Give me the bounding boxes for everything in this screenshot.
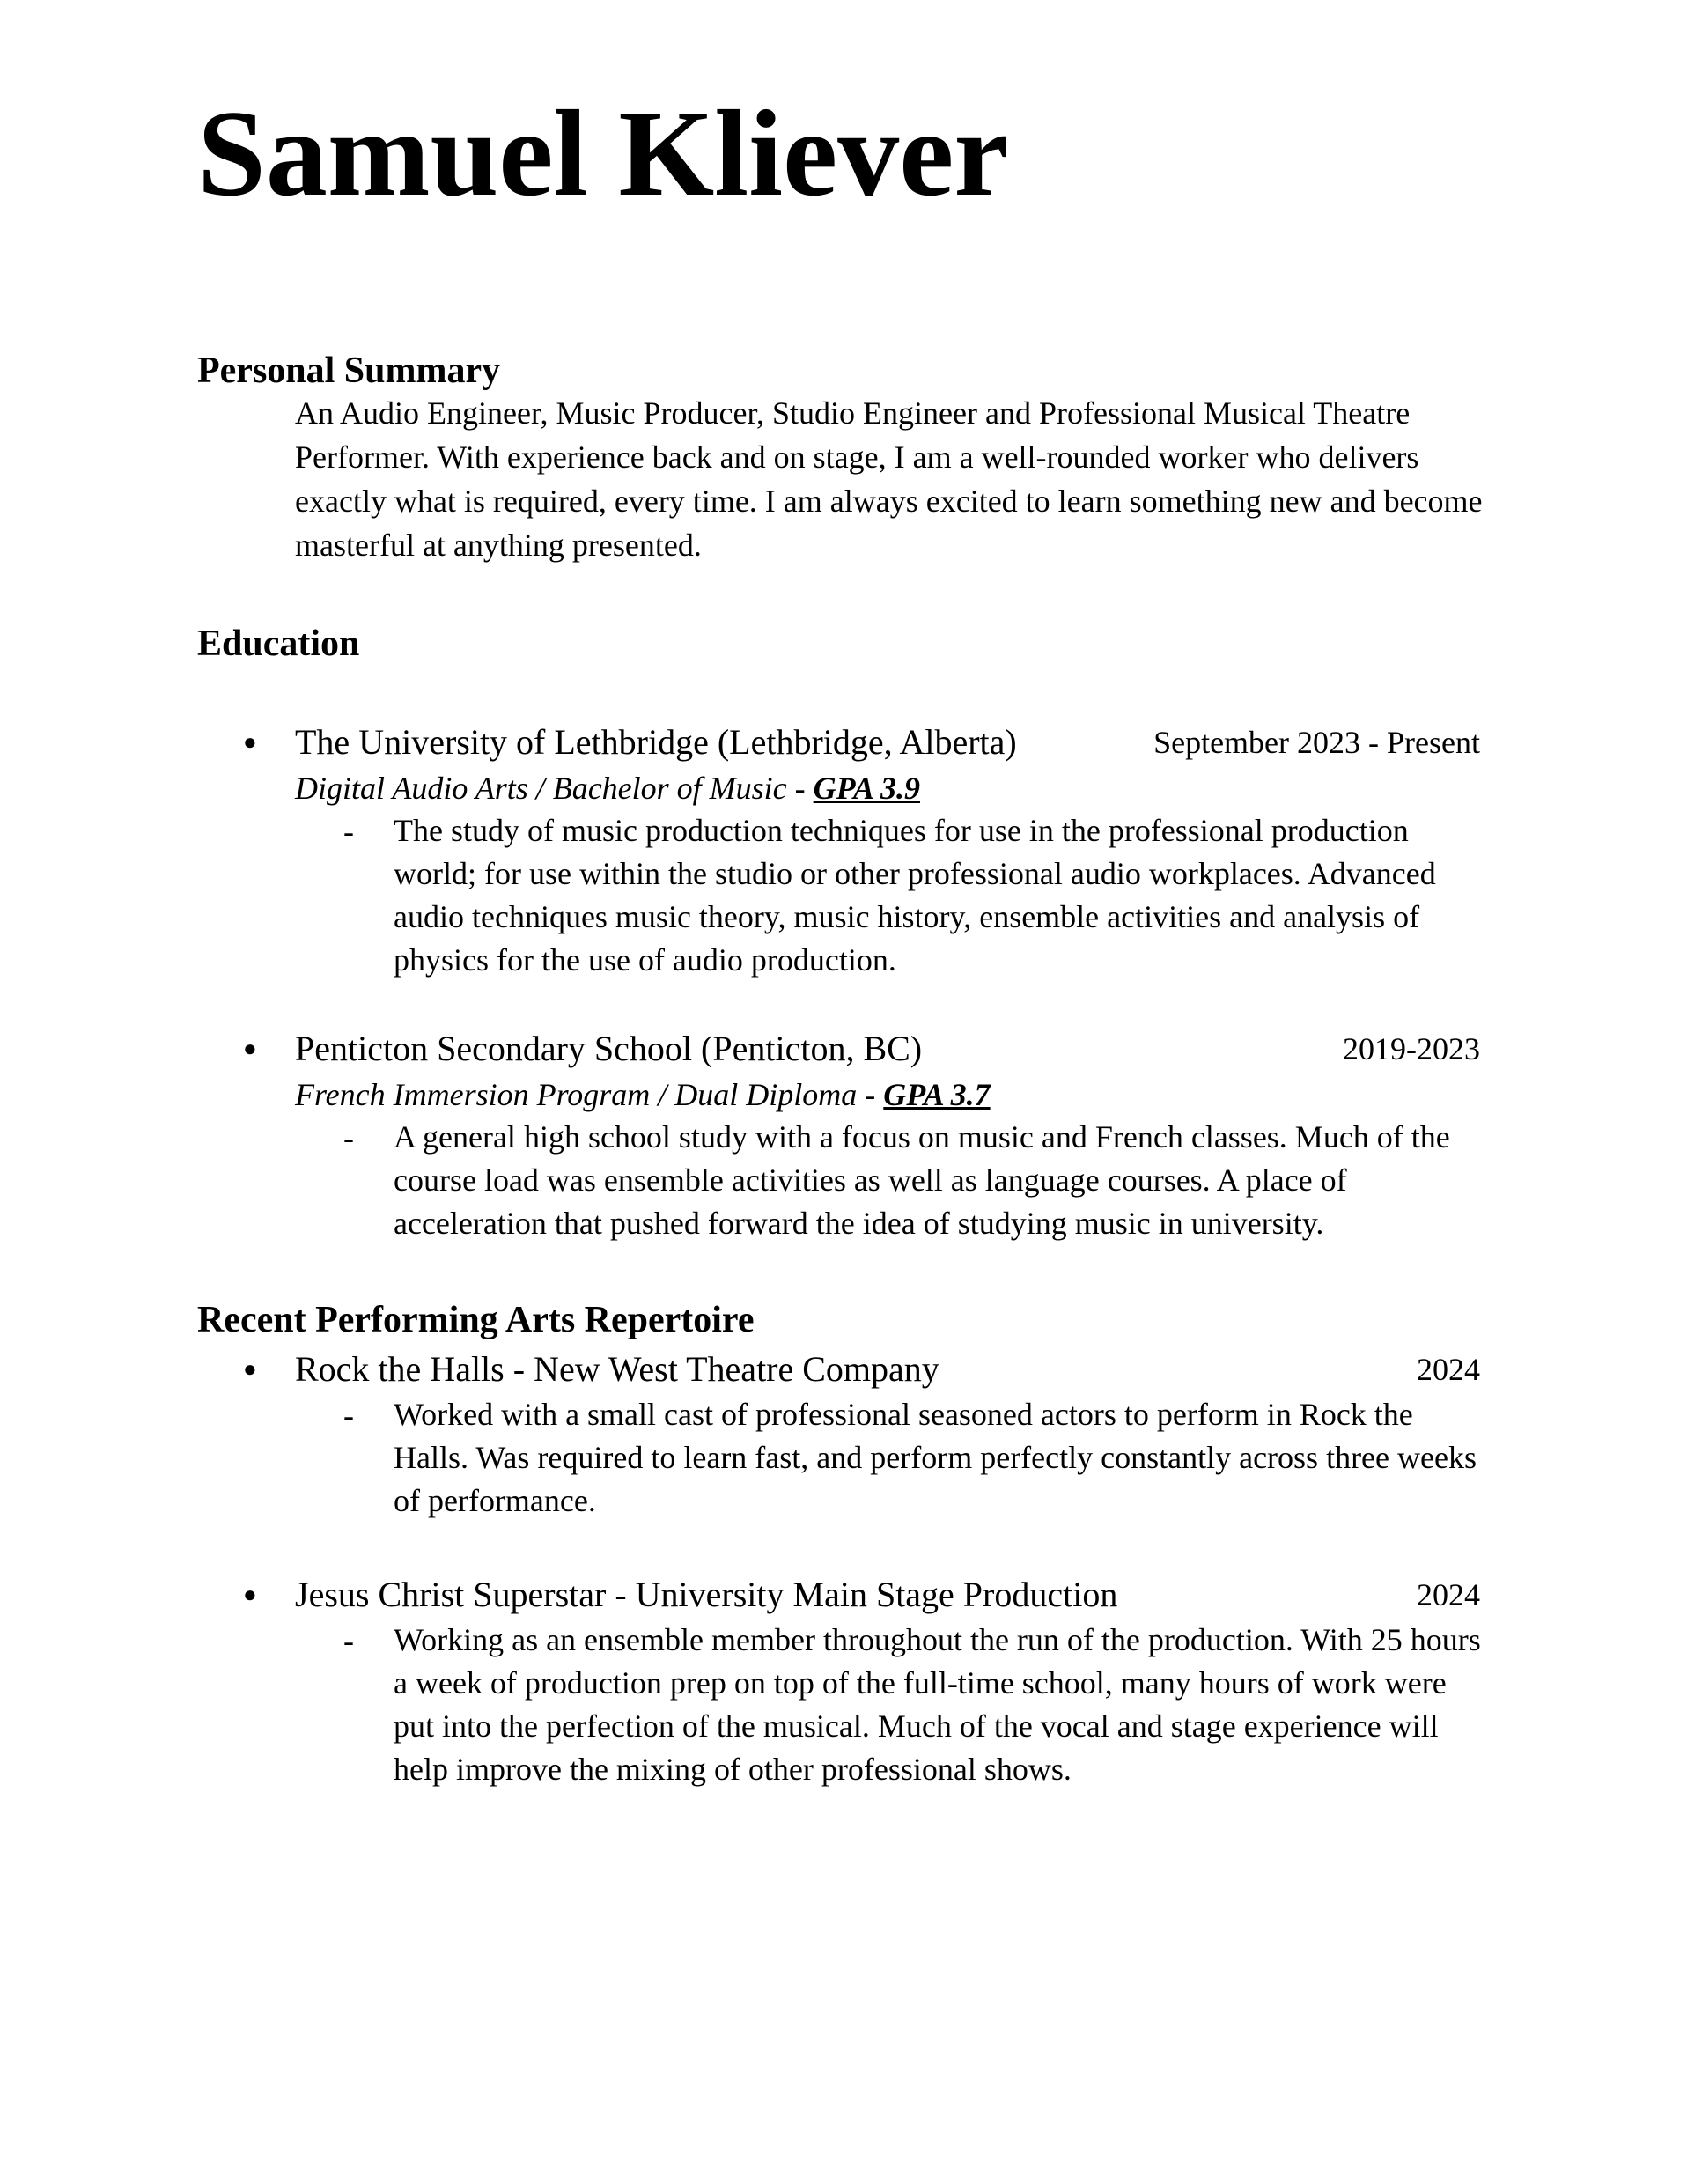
education-school-name: The University of Lethbridge (Lethbridge, Alberta) [295,722,1017,762]
repertoire-description: Working as an ensemble member throughout the run of the production. With 25 hours a week of production prep on top of the full-time school, many hours of work were put into the perfection of the musical. Much of the vocal and stage experience will help improve the mixing of other professional shows. [394,1622,1481,1787]
personal-summary-text: An Audio Engineer, Music Producer, Studio Engineer and Professional Musical Theatre Performer. With experience back and on stage, I am a well-rounded worker who delivers exactly what is required, every time. I am always excited to learn something new and become masterful at anything presented. [295,395,1483,563]
dash-icon: - [343,1398,354,1433]
education-program-name: French Immersion Program / Dual Diploma - [295,1077,884,1112]
dash-icon: - [343,814,354,849]
dash-icon: - [343,1120,354,1155]
repertoire-title: Jesus Christ Superstar - University Main Stage Production [295,1575,1118,1614]
section-heading-repertoire: Recent Performing Arts Repertoire [197,1300,755,1340]
candidate-name: Samuel Kliever [197,85,1009,222]
dash-icon: - [343,1623,354,1658]
education-description: The study of music production techniques for use in the professional production world; for use within the studio or other professional audio workplaces. Advanced audio techniques music theory, music history, ensemble activities and analysis of physics for the use of audio production. [394,813,1436,978]
repertoire-date: 2024 [1417,1352,1480,1387]
bullet-icon: ● [243,1582,257,1607]
section-heading-personal-summary: Personal Summary [197,350,501,391]
education-program [295,1073,991,1117]
education-gpa: GPA 3.9 [813,771,920,806]
education-program [295,766,920,810]
repertoire-description: Worked with a small cast of professional seasoned actors to perform in Rock the Halls. Was required to learn fast, and perform perfectly constantly across three weeks of performance. [394,1397,1477,1518]
education-description: A general high school study with a focus on music and French classes. Much of the course load was ensemble activities as well as language courses. A place of acceleration that pushed forward the idea of studying music in university. [394,1119,1450,1241]
bullet-icon: ● [243,1036,257,1061]
education-school-name: Penticton Secondary School (Penticton, BC) [295,1029,923,1068]
education-gpa: GPA 3.7 [883,1077,991,1112]
bullet-icon: ● [243,729,257,755]
section-heading-education: Education [197,623,360,664]
education-date: 2019-2023 [1343,1031,1480,1066]
repertoire-date: 2024 [1417,1577,1480,1612]
repertoire-title: Rock the Halls - New West Theatre Company [295,1349,939,1389]
education-program-name: Digital Audio Arts / Bachelor of Music - [295,771,814,806]
education-date: September 2023 - Present [1153,725,1480,760]
bullet-icon: ● [243,1356,257,1382]
